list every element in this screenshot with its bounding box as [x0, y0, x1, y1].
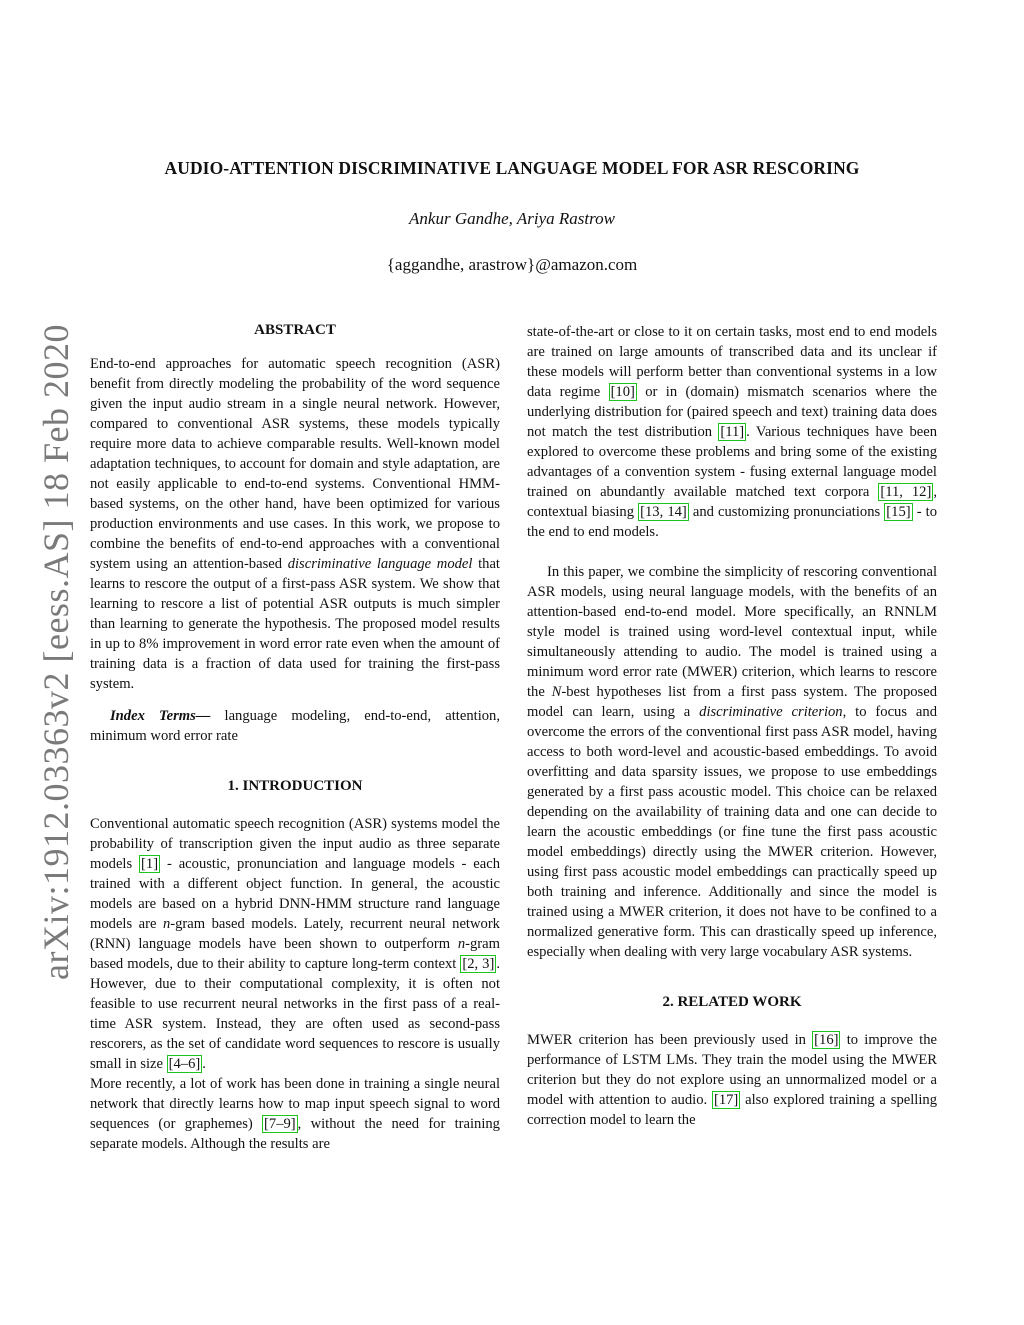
- citation-link[interactable]: [16]: [814, 1032, 839, 1048]
- intro-text: -gram based models, due to their ability to capture long-term context: [90, 936, 500, 972]
- intro-text: .: [202, 1056, 206, 1072]
- body-text: In this paper, we combine the simplicity of rescoring conventional ASR models, using neural language models, with the benefits of an attention-based end-to-end model. More specifically, an RNNLM style model is trained using word-level contextual input, while simultaneously attending to audio. The model is trained using a minimum word error rate (MWER) criterion, which learns to rescore the: [527, 564, 937, 700]
- right-paragraph-3: [527, 1030, 937, 1130]
- intro-text: , without the need for training separate models. Although the results are: [90, 1116, 500, 1152]
- body-text: MWER criterion has been previously used in: [527, 1032, 813, 1048]
- index-terms: [90, 706, 500, 746]
- math-n: n: [457, 936, 466, 952]
- citation-link[interactable]: [7–9]: [264, 1116, 296, 1132]
- abstract-text-1: End-to-end approaches for automatic speech recognition (ASR) benefit from directly modeling the probability of the word sequence given the input audio stream in a single neural network. However, compared to conventional ASR systems, these models typically require more data to achieve comparable results. Well-known model adaptation techniques, to account for domain and style adaptation, are not easily applicable to end-to-end systems. Conventional HMM-based systems, on the other hand, have been optimized for various production environments and use cases. In this work, we propose to combine the benefits of end-to-end approaches with a conventional system using an attention-based: [90, 356, 500, 572]
- intro-text: - acoustic, pronunciation and language models - each trained with a different object function. In general, the acoustic models are based on a hybrid DNN-HMM structure rand language models are: [90, 856, 500, 932]
- paper-title: AUDIO-ATTENTION DISCRIMINATIVE LANGUAGE MODEL FOR ASR RESCORING: [164, 158, 860, 178]
- citation-link[interactable]: [11]: [720, 424, 745, 440]
- body-text: and customizing pronunciations: [688, 504, 885, 520]
- left-column: [90, 320, 500, 1154]
- abstract-italic-term: discriminative language model: [287, 556, 473, 572]
- body-text: , to focus and overcome the errors of the conventional first pass ASR model, having access to both word-level and acoustic-based embeddings. To avoid overfitting and data sparsity issues, we propose to use embeddings generated by a first pass acoustic model. This choice can be relaxed depending on the availability of training data and one can decide to learn the acoustic embeddings (or fine tune the first pass acoustic model embeddings) directly using the MWER criterion. However, using first pass acoustic model embeddings can practically speed up both training and inference. Additionally and since the model is trained using a MWER criterion, it does not have to be confined to a normalized generative form. This can drastically speed up inference, especially when dealing with very large vocabulary ASR systems.: [527, 704, 937, 960]
- citation-link[interactable]: [1]: [141, 856, 159, 872]
- body-text: to improve the performance of LSTM LMs. They train the model using the MWER criterion but they do not explore using an unnormalized model or a model with attention to audio.: [527, 1032, 937, 1108]
- intro-heading: 1. INTRODUCTION: [227, 778, 363, 794]
- citation-link[interactable]: [4–6]: [168, 1056, 201, 1072]
- abstract-body: [90, 354, 500, 694]
- arxiv-identifier: arXiv:1912.03363v2 [eess.AS] 18 Feb 2020: [36, 324, 76, 980]
- right-column: [527, 322, 937, 1130]
- intro-text: -gram based models. Lately, recurrent neural network (RNN) language models have been shown to outperform: [90, 916, 500, 952]
- citation-link[interactable]: [10]: [610, 384, 635, 400]
- right-paragraph-2: [527, 562, 937, 962]
- right-paragraph-1: [527, 322, 937, 542]
- italic-term: discriminative criterion: [699, 704, 843, 720]
- intro-text: . However, due to their computational complexity, it is often not feasible to use recurrent neural networks in the first pass of a real-time ASR system. Instead, they are often used as second-pass rescorers, as the set of candidate word sequences to rescore is usually small in size: [90, 956, 500, 1072]
- body-text: also explored training a spelling correction model to learn the: [527, 1092, 937, 1128]
- citation-link[interactable]: [15]: [886, 504, 911, 520]
- body-text: , contextual biasing: [527, 484, 937, 520]
- intro-paragraph-2: [90, 1074, 500, 1154]
- citation-link[interactable]: [2, 3]: [462, 956, 495, 972]
- intro-text: More recently, a lot of work has been done in training a single neural network that directly learns how to map input speech signal to word sequences (or graphemes): [90, 1076, 500, 1132]
- body-text: -best hypotheses list from a first pass system. The proposed model can learn, using a: [527, 684, 937, 720]
- citation-link[interactable]: [17]: [713, 1092, 739, 1108]
- index-terms-label: Index Terms—: [110, 708, 211, 724]
- abstract-text-2: that learns to rescore the output of a first-pass ASR system. We show that learning to rescore a list of potential ASR outputs is much simpler than learning to generate the hypothesis. The proposed model results in up to 8% improvement in word error rate even when the amount of training data is a fraction of data used for training the first-pass system.: [90, 556, 500, 692]
- body-text: or in (domain) mismatch scenarios where the underlying distribution for (paired speech and text) training data does not match the test distribution: [527, 384, 937, 440]
- index-terms-text: language modeling, end-to-end, attention, minimum word error rate: [90, 708, 500, 744]
- math-n: n: [162, 916, 171, 932]
- body-text: . Various techniques have been explored to overcome these problems and bring some of the existing advantages of a convention system - fusing external language model trained on abundantly available matched text corpora: [527, 424, 937, 500]
- math-N: N: [551, 684, 562, 700]
- author-emails: {aggandhe, arastrow}@amazon.com: [386, 255, 638, 274]
- body-text: - to the end to end models.: [527, 504, 937, 540]
- body-text: state-of-the-art or close to it on certain tasks, most end to end models are trained on large amounts of transcribed data and its unclear if these models will perform better than conventional systems in a low data regime: [527, 324, 937, 400]
- intro-text: Conventional automatic speech recognition (ASR) systems model the probability of transcription given the input audio as three separate models: [90, 816, 500, 872]
- related-work-heading: 2. RELATED WORK: [662, 994, 802, 1010]
- citation-link[interactable]: [13, 14]: [640, 504, 687, 520]
- intro-paragraph-1: [90, 814, 500, 1074]
- abstract-heading: ABSTRACT: [254, 322, 336, 338]
- citation-link[interactable]: [11, 12]: [880, 484, 932, 500]
- authors: Ankur Gandhe, Ariya Rastrow: [409, 209, 615, 228]
